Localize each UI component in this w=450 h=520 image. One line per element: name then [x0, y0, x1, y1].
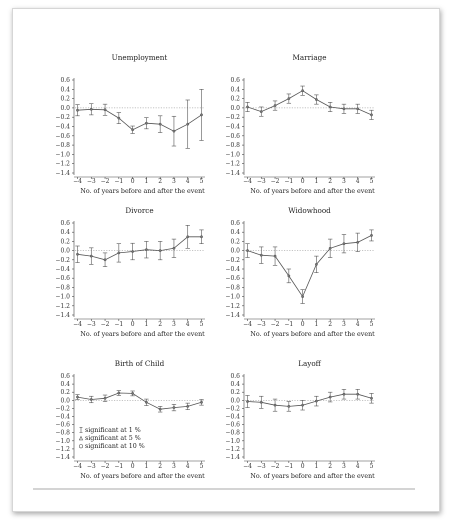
- y-tick-label: −1.2: [55, 302, 70, 310]
- x-axis-label: No. of years before and after the event: [80, 331, 205, 338]
- data-point: [159, 123, 161, 125]
- y-tick-label: 0.2: [230, 95, 240, 103]
- y-tick-label: −0.8: [225, 284, 240, 292]
- x-tick-label: 4: [355, 178, 360, 185]
- y-tick-label: −0.6: [225, 132, 240, 140]
- x-tick-label: 5: [369, 321, 374, 328]
- y-tick-label: −0.2: [225, 405, 240, 413]
- x-tick-label: −4: [243, 178, 252, 185]
- x-tick-label: −3: [256, 178, 266, 185]
- legend-entry: significant at 10 %: [85, 442, 145, 450]
- y-tick-label: −0.6: [55, 132, 70, 140]
- x-tick-label: −2: [100, 321, 110, 328]
- data-point: [200, 401, 202, 403]
- x-tick-label: 2: [158, 178, 163, 185]
- x-tick-label: 4: [185, 463, 190, 470]
- data-point: [343, 243, 345, 245]
- y-tick-label: −0.6: [55, 275, 70, 283]
- y-tick-label: −0.2: [55, 114, 70, 122]
- data-point: [329, 396, 331, 398]
- data-point: [173, 247, 175, 249]
- data-point: [145, 401, 147, 403]
- data-point: [187, 123, 189, 125]
- y-tick-label: 0.6: [230, 77, 240, 84]
- x-tick-label: 1: [314, 463, 319, 470]
- y-tick-label: −1.0: [225, 437, 240, 445]
- legend-marker: [79, 444, 82, 447]
- data-point: [301, 295, 303, 297]
- x-tick-label: 2: [328, 463, 333, 470]
- data-point: [118, 117, 120, 119]
- document-page: [12, 8, 440, 512]
- data-point: [315, 98, 317, 100]
- x-tick-label: 4: [185, 321, 190, 328]
- data-point: [76, 396, 78, 398]
- y-tick-label: −0.8: [55, 284, 70, 292]
- series-line: [248, 235, 372, 296]
- x-tick-label: −1: [284, 321, 294, 328]
- data-point: [246, 249, 248, 251]
- chart-panel-0: [55, 53, 205, 195]
- y-tick-label: 0.0: [230, 397, 240, 405]
- x-tick-label: 1: [144, 463, 149, 470]
- x-tick-label: −4: [73, 178, 82, 185]
- chart-panel-4: [55, 359, 205, 480]
- x-tick-label: −2: [270, 463, 280, 470]
- data-point: [187, 405, 189, 407]
- y-tick-label: 0.0: [60, 397, 70, 405]
- x-tick-label: 4: [355, 463, 360, 470]
- y-tick-label: −1.2: [55, 445, 70, 453]
- data-point: [90, 398, 92, 400]
- x-tick-label: 3: [172, 463, 176, 470]
- x-tick-label: −1: [284, 178, 294, 185]
- x-tick-label: 3: [172, 178, 176, 185]
- x-tick-label: −4: [73, 321, 82, 328]
- y-tick-label: −1.4: [225, 312, 240, 319]
- x-tick-label: 0: [300, 463, 305, 470]
- y-tick-label: −0.8: [55, 429, 70, 437]
- x-tick-label: 3: [172, 321, 176, 328]
- data-point: [104, 397, 106, 399]
- y-tick-label: 0.2: [60, 238, 70, 246]
- data-point: [329, 106, 331, 108]
- x-tick-label: 0: [300, 178, 305, 185]
- legend-marker: [79, 436, 82, 439]
- x-tick-label: 2: [158, 463, 163, 470]
- data-point: [288, 275, 290, 277]
- data-point: [187, 236, 189, 238]
- x-axis-label: No. of years before and after the event: [80, 473, 205, 480]
- x-tick-label: −3: [86, 321, 96, 328]
- x-tick-label: −1: [114, 463, 124, 470]
- legend-entry: significant at 1 %: [85, 426, 141, 434]
- x-tick-label: −3: [86, 178, 96, 185]
- x-tick-label: 5: [199, 463, 204, 470]
- data-point: [200, 236, 202, 238]
- y-tick-label: 0.4: [60, 381, 70, 389]
- x-tick-label: 0: [300, 321, 305, 328]
- chart-title: Unemployment: [111, 53, 168, 62]
- data-point: [246, 400, 248, 402]
- chart-panel-5: [225, 359, 375, 480]
- data-point: [173, 406, 175, 408]
- data-point: [145, 248, 147, 250]
- data-point: [315, 400, 317, 402]
- y-tick-label: −1.2: [55, 160, 70, 168]
- y-tick-label: −0.6: [225, 275, 240, 283]
- x-tick-label: −3: [256, 463, 266, 470]
- y-tick-label: 0.2: [60, 389, 70, 397]
- data-point: [370, 234, 372, 236]
- y-tick-label: −0.4: [55, 413, 70, 421]
- y-tick-label: −0.2: [55, 256, 70, 264]
- chart-title: Marriage: [292, 53, 327, 62]
- y-tick-label: −0.4: [225, 413, 240, 421]
- data-point: [357, 241, 359, 243]
- data-point: [200, 114, 202, 116]
- data-point: [288, 405, 290, 407]
- y-tick-label: −0.2: [55, 405, 70, 413]
- x-tick-label: −4: [243, 463, 252, 470]
- x-axis-label: No. of years before and after the event: [250, 331, 375, 338]
- y-tick-label: 0.0: [60, 247, 70, 255]
- data-point: [343, 393, 345, 395]
- chart-panel-2: [55, 206, 205, 338]
- data-point: [145, 122, 147, 124]
- x-tick-label: 1: [314, 321, 319, 328]
- y-tick-label: 0.0: [230, 104, 240, 112]
- y-tick-label: −1.0: [55, 437, 70, 445]
- x-tick-label: −1: [114, 321, 124, 328]
- x-tick-label: 1: [144, 321, 149, 328]
- data-point: [274, 255, 276, 257]
- data-point: [159, 408, 161, 410]
- data-point: [173, 130, 175, 132]
- x-axis-label: No. of years before and after the event: [250, 473, 375, 480]
- x-tick-label: 4: [355, 321, 360, 328]
- series-line: [78, 393, 202, 409]
- y-tick-label: 0.6: [60, 220, 70, 227]
- y-tick-label: 0.2: [230, 238, 240, 246]
- y-tick-label: −0.8: [225, 429, 240, 437]
- x-tick-label: 3: [342, 463, 346, 470]
- data-point: [301, 404, 303, 406]
- data-point: [104, 109, 106, 111]
- x-tick-label: −1: [284, 463, 294, 470]
- data-point: [118, 392, 120, 394]
- event-study-figure: [13, 9, 439, 511]
- y-tick-label: 0.4: [60, 229, 70, 237]
- data-point: [343, 108, 345, 110]
- x-axis-label: No. of years before and after the event: [80, 188, 205, 195]
- x-tick-label: 5: [199, 321, 204, 328]
- data-point: [260, 254, 262, 256]
- y-tick-label: −1.0: [225, 293, 240, 301]
- x-tick-label: 2: [158, 321, 163, 328]
- x-tick-label: −2: [100, 178, 110, 185]
- y-tick-label: 0.4: [230, 86, 240, 94]
- data-point: [76, 109, 78, 111]
- y-tick-label: 0.6: [230, 373, 240, 380]
- x-tick-label: 1: [314, 178, 319, 185]
- x-tick-label: −3: [86, 463, 96, 470]
- x-tick-label: 5: [369, 463, 374, 470]
- y-tick-label: −0.2: [225, 114, 240, 122]
- chart-panel-1: [225, 53, 375, 195]
- x-axis-label: No. of years before and after the event: [250, 188, 375, 195]
- x-tick-label: 2: [328, 321, 333, 328]
- x-tick-label: −4: [73, 463, 82, 470]
- x-tick-label: 1: [144, 178, 149, 185]
- y-tick-label: 0.4: [230, 381, 240, 389]
- data-point: [159, 249, 161, 251]
- chart-panel-3: [225, 206, 375, 338]
- x-tick-label: −4: [243, 321, 252, 328]
- data-point: [274, 104, 276, 106]
- y-tick-label: −0.8: [55, 142, 70, 150]
- x-tick-label: 3: [342, 321, 346, 328]
- x-tick-label: 0: [130, 463, 135, 470]
- y-tick-label: −1.4: [55, 454, 70, 461]
- y-tick-label: −0.8: [225, 142, 240, 150]
- y-tick-label: 0.2: [230, 389, 240, 397]
- x-tick-label: −1: [114, 178, 124, 185]
- data-point: [131, 129, 133, 131]
- y-tick-label: 0.6: [60, 77, 70, 84]
- data-point: [260, 401, 262, 403]
- data-point: [131, 250, 133, 252]
- y-tick-label: −0.6: [225, 421, 240, 429]
- y-tick-label: −0.4: [225, 266, 240, 273]
- y-tick-label: −1.4: [55, 312, 70, 319]
- y-tick-label: 0.6: [60, 373, 70, 380]
- chart-title: Divorce: [125, 206, 154, 215]
- y-tick-label: −1.4: [225, 454, 240, 461]
- data-point: [246, 106, 248, 108]
- data-point: [90, 108, 92, 110]
- x-tick-label: 4: [185, 178, 190, 185]
- data-point: [357, 393, 359, 395]
- data-point: [274, 404, 276, 406]
- y-tick-label: 0.6: [230, 220, 240, 227]
- y-tick-label: 0.2: [60, 95, 70, 103]
- x-tick-label: 5: [369, 178, 374, 185]
- x-tick-label: −2: [270, 321, 280, 328]
- data-point: [370, 397, 372, 399]
- x-tick-label: 2: [328, 178, 333, 185]
- data-point: [329, 247, 331, 249]
- data-point: [76, 253, 78, 255]
- y-tick-label: −1.2: [225, 160, 240, 168]
- y-tick-label: −0.6: [55, 421, 70, 429]
- y-tick-label: −0.4: [55, 123, 70, 131]
- y-tick-label: 0.0: [230, 247, 240, 255]
- data-point: [104, 259, 106, 261]
- x-tick-label: −3: [256, 321, 266, 328]
- y-tick-label: −1.4: [55, 170, 70, 177]
- data-point: [288, 97, 290, 99]
- chart-title: Layoff: [298, 359, 321, 368]
- data-point: [260, 110, 262, 112]
- x-tick-label: −2: [270, 178, 280, 185]
- chart-title: Birth of Child: [114, 359, 165, 368]
- data-point: [357, 108, 359, 110]
- y-tick-label: −1.0: [225, 151, 240, 159]
- y-tick-label: −1.0: [55, 293, 70, 301]
- y-tick-label: 0.4: [230, 229, 240, 237]
- x-tick-label: 3: [342, 178, 346, 185]
- data-point: [315, 263, 317, 265]
- series-line: [78, 109, 202, 131]
- x-tick-label: −2: [100, 463, 110, 470]
- y-tick-label: −0.4: [55, 266, 70, 273]
- data-point: [131, 392, 133, 394]
- series-line: [78, 237, 202, 260]
- data-point: [90, 255, 92, 257]
- y-tick-label: 0.4: [60, 86, 70, 94]
- y-tick-label: 0.0: [60, 104, 70, 112]
- y-tick-label: −1.2: [225, 445, 240, 453]
- y-tick-label: −1.4: [225, 170, 240, 177]
- data-point: [301, 89, 303, 91]
- data-point: [118, 252, 120, 254]
- x-tick-label: 5: [199, 178, 204, 185]
- y-tick-label: −1.2: [225, 302, 240, 310]
- x-tick-label: 0: [130, 321, 135, 328]
- legend-entry: significant at 5 %: [85, 434, 141, 442]
- y-tick-label: −0.4: [225, 123, 240, 131]
- y-tick-label: −1.0: [55, 151, 70, 159]
- data-point: [370, 114, 372, 116]
- series-line: [248, 91, 372, 115]
- y-tick-label: −0.2: [225, 256, 240, 264]
- x-tick-label: 0: [130, 178, 135, 185]
- chart-title: Widowhood: [288, 206, 331, 215]
